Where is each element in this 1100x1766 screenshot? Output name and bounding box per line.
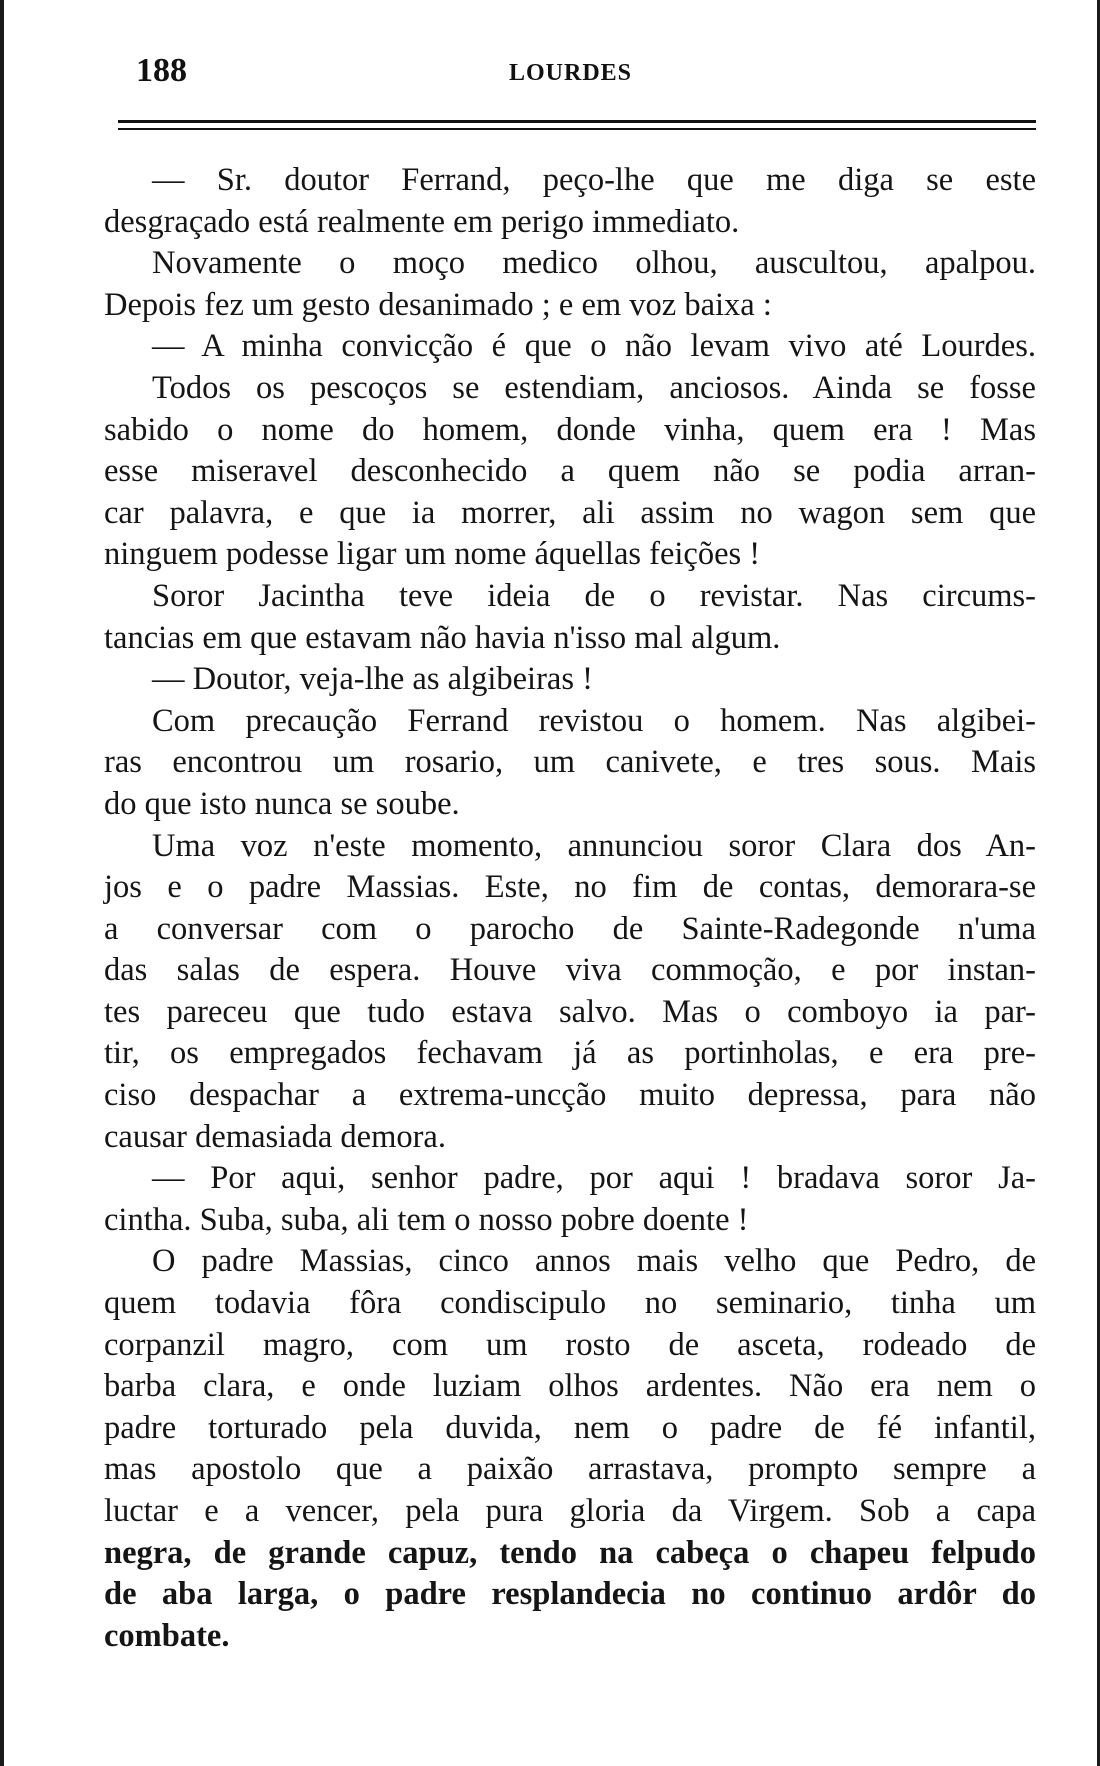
text-line: — A minha convicção é que o não levam vivo até Lourdes. bbox=[152, 328, 1036, 365]
header-rule-double bbox=[118, 128, 1036, 130]
text-line: — Por aqui, senhor padre, por aqui ! bradava soror Ja- bbox=[152, 1160, 1036, 1197]
text-line: O padre Massias, cinco annos mais velho que Pedro, de bbox=[152, 1243, 1036, 1280]
text-line: tes pareceu que tudo estava salvo. Mas o comboyo ia par- bbox=[104, 993, 1036, 1030]
text-line: combate. bbox=[104, 1617, 230, 1654]
text-line: tancias em que estavam não havia n'isso mal algum. bbox=[104, 619, 781, 656]
text-line: luctar e a vencer, pela pura gloria da Virgem. Sob a capa bbox=[104, 1493, 1036, 1529]
text-line: a conversar com o parocho de Sainte-Radegonde n'uma bbox=[104, 910, 1036, 947]
text-line: esse miseravel desconhecido a quem não se podia arran- bbox=[104, 453, 1036, 490]
text-line: jos e o padre Massias. Este, no fim de contas, demorara-se bbox=[104, 869, 1036, 906]
text-line: barba clara, e onde luziam olhos ardentes. Não era nem o bbox=[104, 1368, 1036, 1405]
text-line: corpanzil magro, com um rosto de asceta, rodeado de bbox=[104, 1326, 1036, 1363]
text-line: de aba larga, o padre resplandecia no continuo ardôr do bbox=[104, 1576, 1036, 1613]
text-line: Com precaução Ferrand revistou o homem. Nas algibei- bbox=[152, 702, 1036, 739]
text-line: causar demasiada demora. bbox=[104, 1118, 446, 1155]
text-line: Soror Jacintha teve ideia de o revistar. Nas circums- bbox=[152, 577, 1036, 614]
text-line: cintha. Suba, suba, ali tem o nosso pobre doente ! bbox=[104, 1201, 749, 1238]
running-title: LOURDES bbox=[509, 60, 633, 86]
text-line: Uma voz n'este momento, annunciou soror Clara dos An- bbox=[152, 827, 1036, 864]
text-line: ciso despachar a extrema-uncção muito depressa, para não bbox=[104, 1077, 1036, 1114]
text-line: das salas de espera. Houve viva commoção, e por instan- bbox=[104, 952, 1036, 989]
page-header bbox=[136, 52, 1036, 96]
text-line: ras encontrou um rosario, um canivete, e tres sous. Mais bbox=[104, 744, 1036, 781]
text-line: mas apostolo que a paixão arrastava, prompto sempre a bbox=[104, 1451, 1036, 1488]
text-line: Depois fez um gesto desanimado ; e em voz baixa : bbox=[104, 286, 772, 323]
text-line: sabido o nome do homem, donde vinha, quem era ! Mas bbox=[104, 411, 1036, 448]
text-line: tir, os empregados fechavam já as portinholas, e era pre- bbox=[104, 1035, 1036, 1072]
text-line: — Sr. doutor Ferrand, peço-lhe que me diga se este bbox=[152, 162, 1036, 198]
text-line: quem todavia fôra condiscipulo no seminario, tinha um bbox=[104, 1285, 1036, 1322]
header-rule bbox=[118, 120, 1036, 123]
text-line: do que isto nunca se soube. bbox=[104, 785, 460, 822]
body-text bbox=[104, 160, 1036, 1657]
text-line: Novamente o moço medico olhou, auscultou, apalpou. bbox=[152, 245, 1036, 282]
text-line: — Doutor, veja-lhe as algibeiras ! bbox=[152, 661, 593, 698]
text-line: negra, de grande capuz, tendo na cabeça o chapeu felpudo bbox=[104, 1534, 1036, 1571]
text-line: desgraçado está realmente em perigo immediato. bbox=[104, 203, 740, 240]
text-line: car palavra, e que ia morrer, ali assim no wagon sem que bbox=[104, 494, 1036, 531]
text-line: Todos os pescoços se estendiam, anciosos. Ainda se fosse bbox=[152, 369, 1036, 406]
text-line: ninguem podesse ligar um nome áquellas feições ! bbox=[104, 536, 761, 573]
scan-left-edge bbox=[0, 0, 4, 1766]
text-line: padre torturado pela duvida, nem o padre de fé infantil, bbox=[104, 1409, 1036, 1446]
page-number: 188 bbox=[136, 52, 187, 89]
